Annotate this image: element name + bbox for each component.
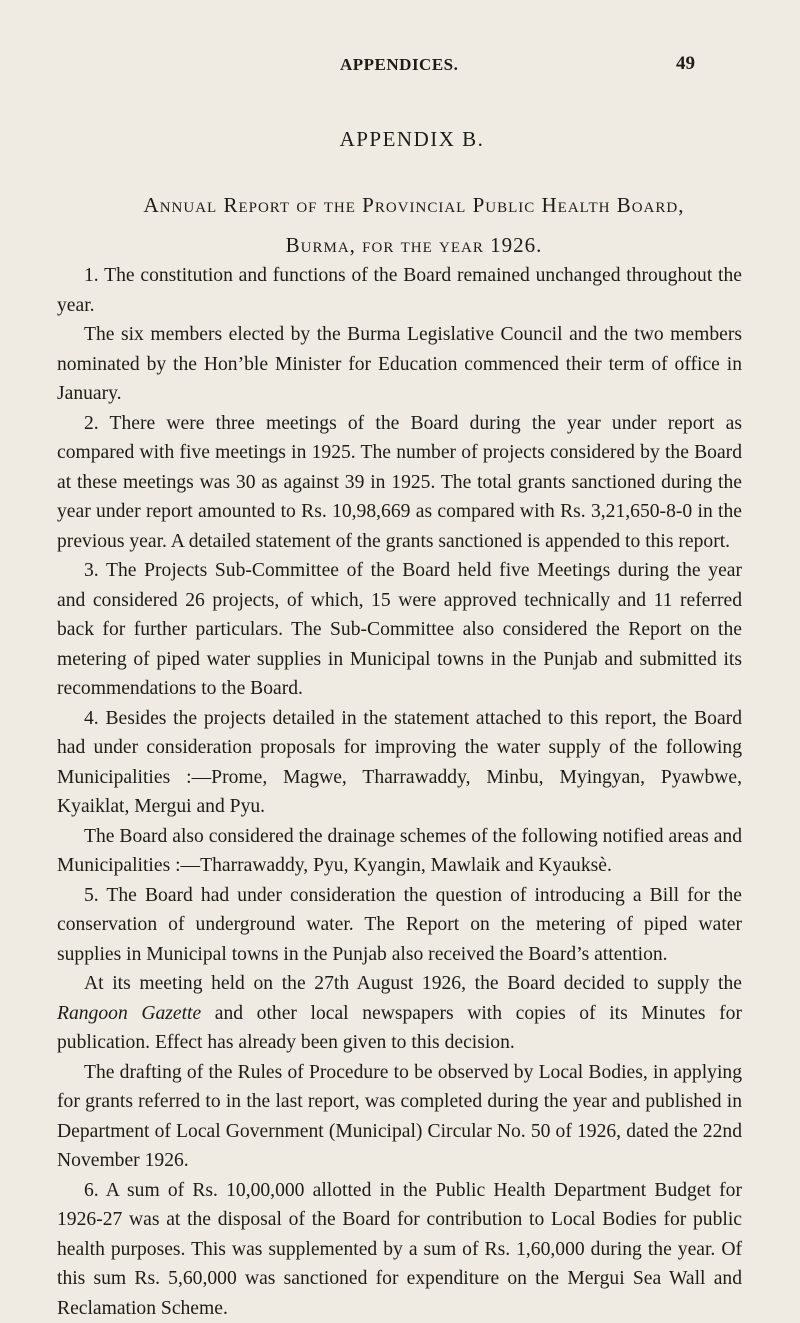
report-title-line-2: Burma, for the year 1926. — [84, 225, 744, 265]
paragraph-5: 4. Besides the projects detailed in the statement attached to this report, the Board had under consideration proposals for improving the water supply of the following Municipalities :—Prome, Magwe, Tharrawaddy, Minbu, Myingyan, Pyawbwe, Kyaiklat, Mergui and Pyu. — [57, 704, 742, 822]
paragraph-8-text-start: At its meeting held on the 27th August 1926, the Board decided to supply the — [84, 973, 742, 994]
paragraph-7: 5. The Board had under consideration the question of introducing a Bill for the conservation of underground water. The Report on the metering of piped water supplies in Municipal towns in the Punjab also received the Board’s attention. — [57, 881, 742, 970]
newspaper-title: Rangoon Gazette — [57, 1003, 201, 1024]
report-title-line-1: Annual Report of the Provincial Public Health Board, — [84, 185, 744, 225]
paragraph-10: 6. A sum of Rs. 10,00,000 allotted in the Public Health Department Budget for 1926-27 was at the disposal of the Board for contribution to Local Bodies for public health purposes. This was supplemented by a sum of Rs. 1,60,000 during the year. Of this sum Rs. 5,60,000 was sanctioned for expenditure on the Mergui Sea Wall and Reclamation Scheme. — [57, 1176, 742, 1323]
paragraph-1: 1. The constitution and functions of the Board remained unchanged throughout the year. — [57, 261, 742, 320]
paragraph-9: The drafting of the Rules of Procedure to be observed by Local Bodies, in applying for grants referred to in the last report, was completed during the year and published in Department of Local Government (Municipal) Circular No. 50 of 1926, dated the 22nd November 1926. — [57, 1058, 742, 1176]
running-head — [0, 55, 800, 85]
appendix-heading: APPENDIX B. — [0, 127, 800, 152]
paragraph-2: The six members elected by the Burma Legislative Council and the two members nominated by the Hon’ble Minister for Education commenced their term of office in January. — [57, 320, 742, 409]
page-number: 49 — [676, 53, 695, 75]
running-head-title: APPENDICES. — [340, 55, 458, 75]
paragraph-6: The Board also considered the drainage schemes of the following notified areas and Municipalities :—Tharrawaddy, Pyu, Kyangin, Mawlaik and Kyauksè. — [57, 822, 742, 881]
paragraph-4: 3. The Projects Sub-Committee of the Board held five Meetings during the year and considered 26 projects, of which, 15 were approved technically and 11 referred back for further particulars. The Sub-Committee also considered the Report on the metering of piped water supplies in Municipal towns in the Punjab and submitted its recommendations to the Board. — [57, 556, 742, 704]
paragraph-8-text-end: and other local newspapers with copies of its Minutes for publication. Effect has already been given to this decision. — [57, 1003, 742, 1054]
report-body — [57, 261, 742, 1323]
paragraph-8 — [57, 969, 742, 1058]
report-title — [84, 185, 744, 265]
paragraph-3: 2. There were three meetings of the Board during the year under report as compared with five meetings in 1925. The number of projects considered by the Board at these meetings was 30 as against 39 in 1925. The total grants sanctioned during the year under report amounted to Rs. 10,98,669 as compared with Rs. 3,21,650-8-0 in the previous year. A detailed statement of the grants sanctioned is appended to this report. — [57, 409, 742, 557]
